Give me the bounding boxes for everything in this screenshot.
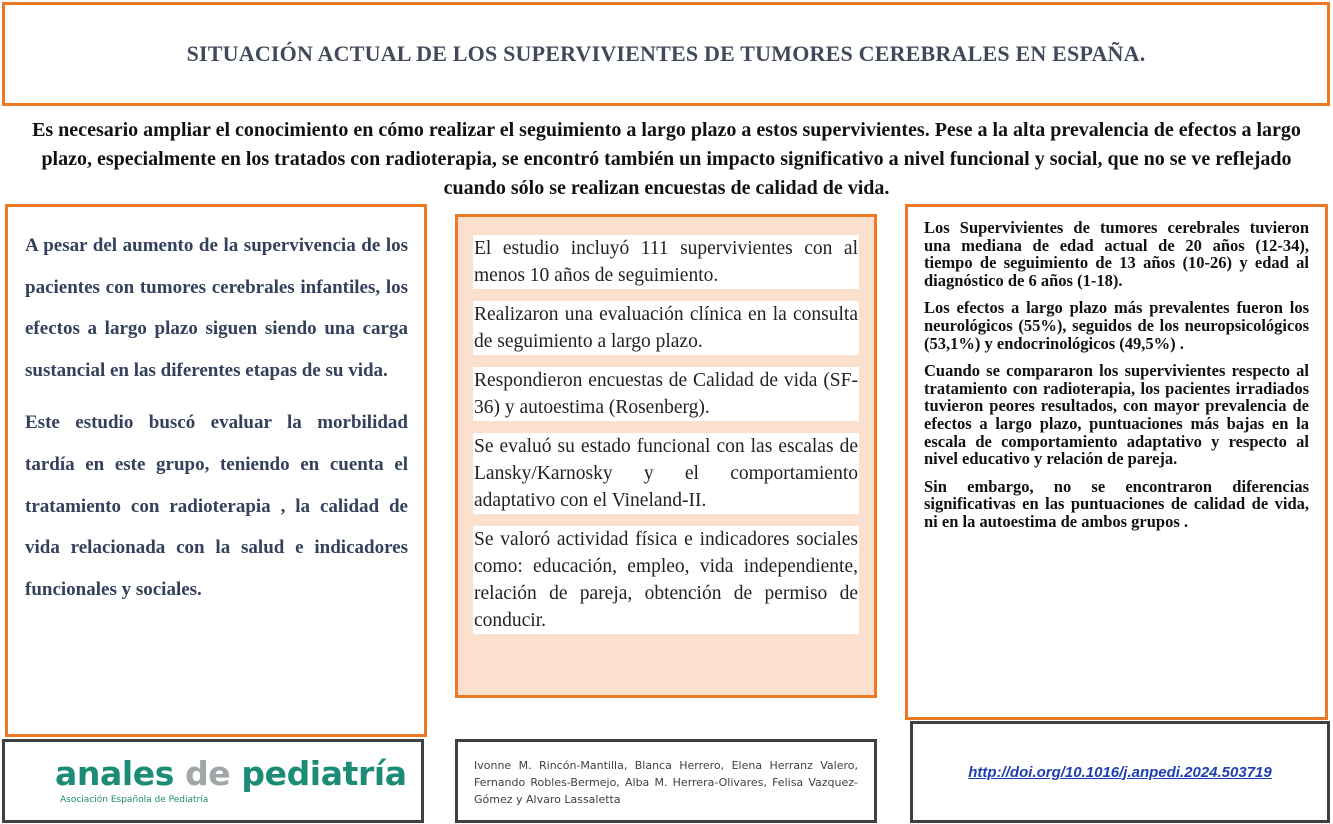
background-paragraph: A pesar del aumento de la supervivencia de los pacientes con tumores cerebrales infantiles, los efectos a largo plazo siguen siendo una carga sustancial en las diferentes etapas de su vida. bbox=[25, 235, 408, 381]
logo-word-de: de bbox=[185, 754, 231, 793]
background-panel bbox=[5, 204, 427, 737]
background-paragraph: Este estudio buscó evaluar la morbilidad tardía en este grupo, teniendo en cuenta el tratamiento con radioterapia , la calidad de vida relacionada con la salud e indicadores funcionales y sociales. bbox=[25, 412, 408, 600]
doi-panel bbox=[910, 721, 1330, 823]
logo-word-anales: anales bbox=[55, 754, 186, 793]
logo-subtitle: Asociación Española de Pediatría bbox=[60, 795, 209, 805]
authors-panel bbox=[455, 739, 877, 823]
title-banner bbox=[2, 2, 1330, 106]
results-paragraph: Cuando se compararon los supervivientes respecto al tratamiento con radioterapia, los pacientes irradiados tuvieron peores resultados, con mayor prevalencia de efectos a largo plazo, puntuaciones más bajas en la escala de comportamiento adaptativo y respecto al nivel educativo y relación de pareja. bbox=[924, 361, 1309, 469]
authors-list: Ivonne M. Rincón-Mantilla, Blanca Herrero, Elena Herranz Valero, Fernando Robles-Bermejo, Alba M. Herrera-Olivares, Felisa Vazquez-Gómez y Alvaro Lassaletta bbox=[474, 759, 858, 806]
conclusion-summary: Es necesario ampliar el conocimiento en cómo realizar el seguimiento a largo plazo a estos supervivientes. Pese a la alta prevalencia de efectos a largo plazo, especialmente en los tratados con radioterapia, se encontró también un impacto significativo a nivel funcional y social, que no se ve reflejado cuando sólo se realizan encuestas de calidad de vida. bbox=[32, 119, 1301, 199]
poster-title: SITUACIÓN ACTUAL DE LOS SUPERVIVIENTES DE TUMORES CEREBRALES EN ESPAÑA. bbox=[186, 41, 1146, 66]
results-paragraph: Sin embargo, no se encontraron diferencias significativas en las puntuaciones de calidad de vida, ni en la autoestima de ambos grupos . bbox=[924, 476, 1309, 531]
journal-logo-panel bbox=[2, 739, 424, 823]
methods-item: Realizaron una evaluación clínica en la consulta de seguimiento a largo plazo. bbox=[473, 301, 859, 355]
logo-word-pediatria: pediatría bbox=[230, 754, 407, 793]
methods-item: El estudio incluyó 111 supervivientes con al menos 10 años de seguimiento. bbox=[473, 235, 859, 289]
journal-logo bbox=[55, 754, 407, 793]
results-paragraph: Los Supervivientes de tumores cerebrales tuvieron una mediana de edad actual de 20 años (12-34), tiempo de seguimiento de 13 años (10-26) y edad al diagnóstico de 6 años (1-18). bbox=[924, 218, 1309, 290]
doi-link[interactable]: http://doi.org/10.1016/j.anpedi.2024.503719 bbox=[968, 763, 1272, 781]
methods-item: Se evaluó su estado funcional con las escalas de Lansky/Karnosky y el comportamiento adaptativo con el Vineland-II. bbox=[473, 433, 859, 514]
methods-item: Se valoró actividad física e indicadores sociales como: educación, empleo, vida independiente, relación de pareja, obtención de permiso de conducir. bbox=[473, 526, 859, 634]
results-paragraph: Los efectos a largo plazo más prevalentes fueron los neurológicos (55%), seguidos de los neuropsicológicos (53,1%) y endocrinológicos (49,5%) . bbox=[924, 298, 1309, 353]
results-panel bbox=[905, 204, 1328, 720]
methods-item: Respondieron encuestas de Calidad de vida (SF-36) y autoestima (Rosenberg). bbox=[473, 367, 859, 421]
methods-panel bbox=[455, 214, 877, 698]
